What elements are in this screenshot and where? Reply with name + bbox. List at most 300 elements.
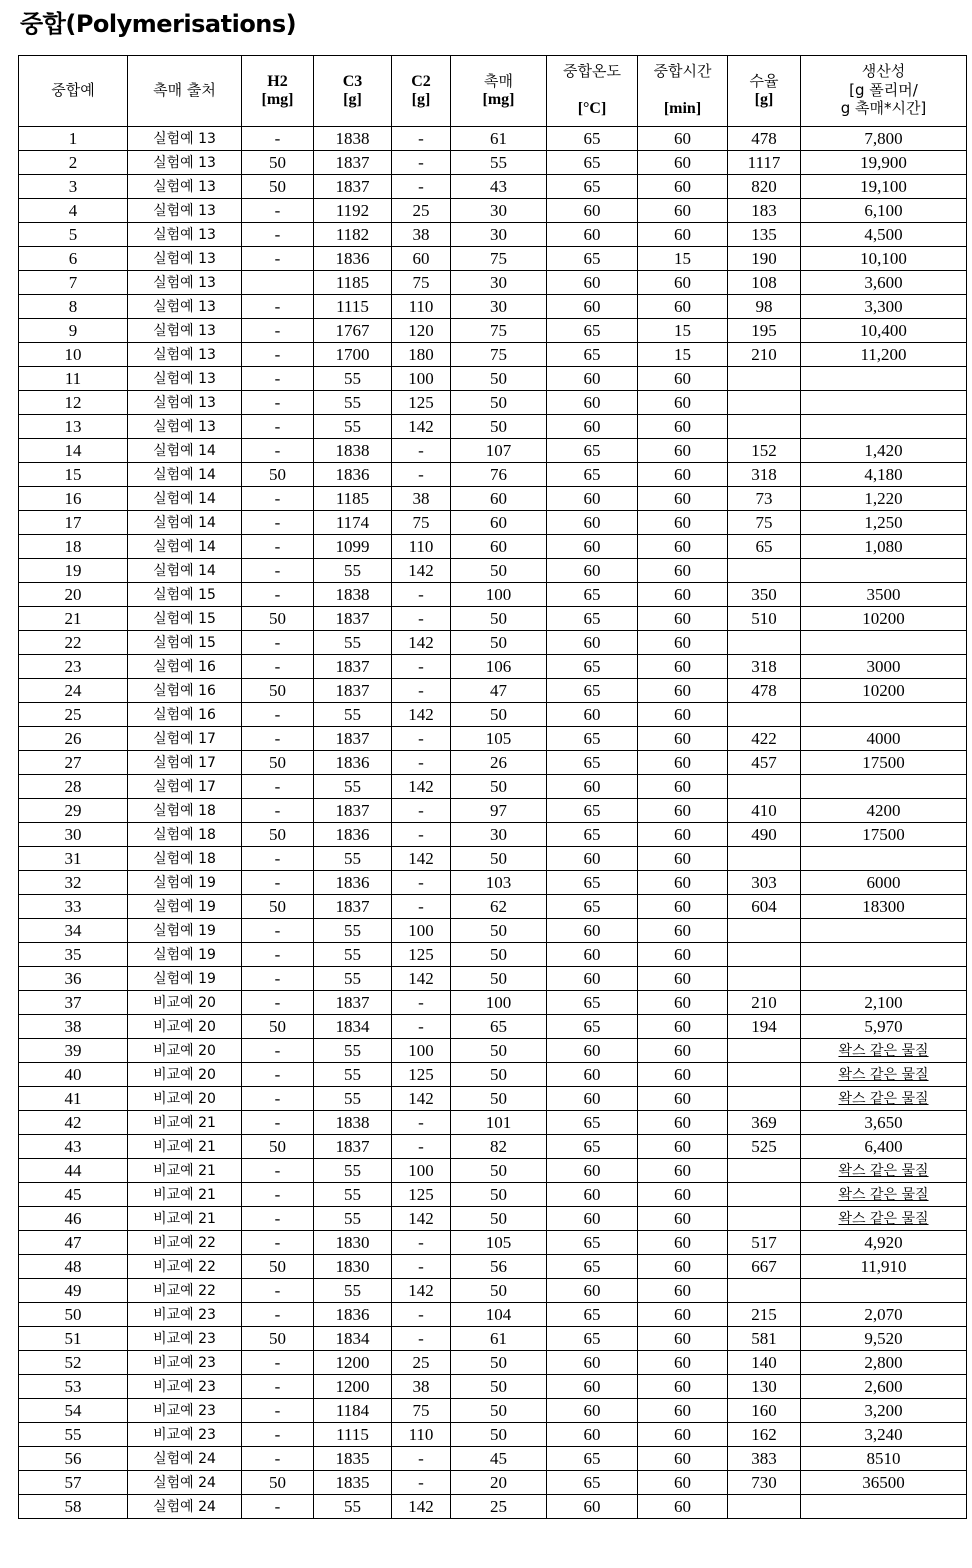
cell-temperature: 65 — [547, 727, 638, 751]
cell-catalyst-mg: 60 — [451, 535, 547, 559]
cell-productivity: 4200 — [801, 799, 967, 823]
cell-example-no: 1 — [19, 127, 128, 151]
cell-catalyst-source: 실험예 14 — [128, 439, 242, 463]
cell-time: 60 — [638, 511, 728, 535]
cell-catalyst-mg: 30 — [451, 199, 547, 223]
table-row — [19, 247, 967, 271]
cell-temperature: 60 — [547, 1207, 638, 1231]
cell-temperature: 65 — [547, 1327, 638, 1351]
cell-example-no: 56 — [19, 1447, 128, 1471]
cell-time: 60 — [638, 1207, 728, 1231]
cell-h2: - — [242, 535, 314, 559]
cell-temperature: 60 — [547, 487, 638, 511]
cell-yield — [728, 559, 801, 583]
cell-c2: 180 — [392, 343, 451, 367]
cell-c2: - — [392, 679, 451, 703]
cell-catalyst-mg: 60 — [451, 511, 547, 535]
cell-catalyst-source: 비교예 21 — [128, 1135, 242, 1159]
cell-catalyst-mg: 26 — [451, 751, 547, 775]
cell-h2: - — [242, 319, 314, 343]
cell-yield: 190 — [728, 247, 801, 271]
cell-productivity: 17500 — [801, 823, 967, 847]
cell-c2: 142 — [392, 1087, 451, 1111]
cell-yield: 422 — [728, 727, 801, 751]
cell-productivity: 왁스 같은 물질 — [801, 1159, 967, 1183]
cell-temperature: 65 — [547, 991, 638, 1015]
cell-c2: - — [392, 1471, 451, 1495]
cell-yield — [728, 703, 801, 727]
cell-h2: - — [242, 127, 314, 151]
cell-h2: - — [242, 775, 314, 799]
table-row — [19, 1111, 967, 1135]
table-row — [19, 391, 967, 415]
cell-time: 60 — [638, 1351, 728, 1375]
cell-time: 60 — [638, 1111, 728, 1135]
cell-c3: 1837 — [314, 1135, 392, 1159]
cell-example-no: 37 — [19, 991, 128, 1015]
cell-time: 60 — [638, 631, 728, 655]
cell-productivity: 18300 — [801, 895, 967, 919]
cell-catalyst-mg: 50 — [451, 1423, 547, 1447]
cell-temperature: 65 — [547, 655, 638, 679]
cell-example-no: 48 — [19, 1255, 128, 1279]
cell-h2: 50 — [242, 607, 314, 631]
cell-example-no: 5 — [19, 223, 128, 247]
cell-catalyst-mg: 20 — [451, 1471, 547, 1495]
cell-catalyst-source: 비교예 23 — [128, 1375, 242, 1399]
cell-catalyst-source: 실험예 13 — [128, 199, 242, 223]
cell-time: 60 — [638, 415, 728, 439]
cell-catalyst-source: 실험예 16 — [128, 655, 242, 679]
cell-temperature: 60 — [547, 1495, 638, 1519]
cell-yield: 160 — [728, 1399, 801, 1423]
cell-productivity: 왁스 같은 물질 — [801, 1207, 967, 1231]
table-row — [19, 1207, 967, 1231]
cell-catalyst-mg: 65 — [451, 1015, 547, 1039]
cell-catalyst-source: 실험예 13 — [128, 223, 242, 247]
cell-h2: 50 — [242, 1015, 314, 1039]
cell-h2: - — [242, 1279, 314, 1303]
cell-catalyst-mg: 47 — [451, 679, 547, 703]
table-row — [19, 1135, 967, 1159]
cell-example-no: 36 — [19, 967, 128, 991]
cell-time: 60 — [638, 823, 728, 847]
cell-temperature: 65 — [547, 799, 638, 823]
cell-c3: 55 — [314, 1279, 392, 1303]
cell-temperature: 65 — [547, 175, 638, 199]
cell-h2: - — [242, 1207, 314, 1231]
cell-time: 60 — [638, 703, 728, 727]
cell-time: 60 — [638, 1375, 728, 1399]
cell-time: 60 — [638, 1495, 728, 1519]
cell-example-no: 53 — [19, 1375, 128, 1399]
cell-temperature: 60 — [547, 943, 638, 967]
cell-temperature: 60 — [547, 295, 638, 319]
cell-catalyst-source: 비교예 21 — [128, 1111, 242, 1135]
cell-catalyst-mg: 30 — [451, 271, 547, 295]
cell-catalyst-mg: 25 — [451, 1495, 547, 1519]
cell-c2: 25 — [392, 1351, 451, 1375]
cell-productivity: 36500 — [801, 1471, 967, 1495]
cell-catalyst-source: 실험예 14 — [128, 559, 242, 583]
cell-yield: 162 — [728, 1423, 801, 1447]
cell-catalyst-source: 실험예 17 — [128, 751, 242, 775]
cell-c2: - — [392, 607, 451, 631]
cell-c2: 142 — [392, 631, 451, 655]
cell-productivity: 3,600 — [801, 271, 967, 295]
cell-temperature: 65 — [547, 871, 638, 895]
cell-h2: 50 — [242, 895, 314, 919]
cell-catalyst-mg: 50 — [451, 1183, 547, 1207]
cell-catalyst-source: 실험예 24 — [128, 1495, 242, 1519]
cell-h2: - — [242, 1231, 314, 1255]
cell-catalyst-mg: 97 — [451, 799, 547, 823]
table-row — [19, 1495, 967, 1519]
cell-productivity: 10,400 — [801, 319, 967, 343]
cell-example-no: 7 — [19, 271, 128, 295]
cell-temperature: 65 — [547, 1015, 638, 1039]
cell-temperature: 60 — [547, 415, 638, 439]
cell-h2: - — [242, 487, 314, 511]
cell-time: 60 — [638, 127, 728, 151]
cell-example-no: 31 — [19, 847, 128, 871]
cell-time: 60 — [638, 895, 728, 919]
cell-c3: 1115 — [314, 295, 392, 319]
cell-c2: 142 — [392, 775, 451, 799]
cell-example-no: 38 — [19, 1015, 128, 1039]
cell-yield — [728, 1495, 801, 1519]
cell-h2: - — [242, 415, 314, 439]
cell-example-no: 32 — [19, 871, 128, 895]
cell-temperature: 65 — [547, 751, 638, 775]
cell-c3: 1184 — [314, 1399, 392, 1423]
cell-c2: - — [392, 799, 451, 823]
cell-yield — [728, 775, 801, 799]
cell-catalyst-source: 비교예 23 — [128, 1303, 242, 1327]
cell-yield: 195 — [728, 319, 801, 343]
table-row — [19, 847, 967, 871]
cell-example-no: 12 — [19, 391, 128, 415]
col-header-c3: C3 [g] — [314, 56, 392, 127]
table-row — [19, 1183, 967, 1207]
cell-example-no: 57 — [19, 1471, 128, 1495]
cell-c3: 55 — [314, 703, 392, 727]
cell-catalyst-source: 실험예 14 — [128, 487, 242, 511]
cell-productivity: 1,220 — [801, 487, 967, 511]
cell-time: 60 — [638, 1399, 728, 1423]
cell-yield: 383 — [728, 1447, 801, 1471]
cell-time: 60 — [638, 1159, 728, 1183]
col-header-catalyst-source: 촉매 출처 — [128, 56, 242, 127]
cell-catalyst-source: 실험예 17 — [128, 775, 242, 799]
cell-catalyst-source: 실험예 13 — [128, 151, 242, 175]
cell-c3: 55 — [314, 1063, 392, 1087]
table-row — [19, 1399, 967, 1423]
cell-example-no: 52 — [19, 1351, 128, 1375]
cell-c2: 100 — [392, 367, 451, 391]
table-row — [19, 463, 967, 487]
cell-c3: 1838 — [314, 439, 392, 463]
cell-example-no: 26 — [19, 727, 128, 751]
cell-productivity: 7,800 — [801, 127, 967, 151]
cell-temperature: 65 — [547, 127, 638, 151]
cell-productivity: 6,400 — [801, 1135, 967, 1159]
cell-example-no: 24 — [19, 679, 128, 703]
cell-yield — [728, 391, 801, 415]
cell-time: 60 — [638, 1303, 728, 1327]
cell-c3: 1185 — [314, 271, 392, 295]
cell-c3: 1115 — [314, 1423, 392, 1447]
cell-c2: 100 — [392, 1039, 451, 1063]
cell-time: 60 — [638, 847, 728, 871]
cell-yield: 65 — [728, 535, 801, 559]
cell-productivity: 8510 — [801, 1447, 967, 1471]
table-row — [19, 1303, 967, 1327]
cell-yield — [728, 367, 801, 391]
cell-catalyst-mg: 56 — [451, 1255, 547, 1279]
table-row — [19, 799, 967, 823]
cell-c3: 1838 — [314, 127, 392, 151]
cell-h2: 50 — [242, 463, 314, 487]
cell-c2: 125 — [392, 1183, 451, 1207]
table-row — [19, 1351, 967, 1375]
table-row — [19, 583, 967, 607]
cell-c3: 55 — [314, 919, 392, 943]
cell-yield: 510 — [728, 607, 801, 631]
cell-catalyst-source: 비교예 22 — [128, 1231, 242, 1255]
cell-productivity: 2,800 — [801, 1351, 967, 1375]
cell-catalyst-source: 실험예 13 — [128, 127, 242, 151]
cell-temperature: 60 — [547, 1087, 638, 1111]
cell-productivity: 2,100 — [801, 991, 967, 1015]
cell-h2: - — [242, 391, 314, 415]
cell-catalyst-mg: 50 — [451, 607, 547, 631]
cell-temperature: 60 — [547, 535, 638, 559]
cell-example-no: 50 — [19, 1303, 128, 1327]
cell-h2: - — [242, 919, 314, 943]
cell-c3: 1830 — [314, 1231, 392, 1255]
cell-c2: 142 — [392, 1495, 451, 1519]
cell-c2: - — [392, 1447, 451, 1471]
cell-temperature: 65 — [547, 1231, 638, 1255]
cell-catalyst-mg: 50 — [451, 391, 547, 415]
table-row — [19, 991, 967, 1015]
cell-example-no: 13 — [19, 415, 128, 439]
cell-c3: 1837 — [314, 151, 392, 175]
cell-temperature: 60 — [547, 223, 638, 247]
cell-example-no: 25 — [19, 703, 128, 727]
cell-productivity — [801, 919, 967, 943]
table-row — [19, 487, 967, 511]
cell-temperature: 65 — [547, 1255, 638, 1279]
cell-yield: 525 — [728, 1135, 801, 1159]
cell-c3: 1836 — [314, 823, 392, 847]
cell-c3: 55 — [314, 559, 392, 583]
cell-catalyst-source: 비교예 21 — [128, 1183, 242, 1207]
cell-time: 60 — [638, 367, 728, 391]
cell-c2: 75 — [392, 511, 451, 535]
cell-yield — [728, 967, 801, 991]
cell-time: 60 — [638, 1015, 728, 1039]
cell-h2: - — [242, 703, 314, 727]
col-header-example: 중합예 — [19, 56, 128, 127]
cell-catalyst-mg: 30 — [451, 223, 547, 247]
cell-c2: 110 — [392, 295, 451, 319]
cell-yield: 730 — [728, 1471, 801, 1495]
cell-productivity: 1,080 — [801, 535, 967, 559]
cell-catalyst-source: 비교예 23 — [128, 1423, 242, 1447]
cell-productivity: 3000 — [801, 655, 967, 679]
cell-example-no: 33 — [19, 895, 128, 919]
cell-catalyst-source: 실험예 19 — [128, 967, 242, 991]
cell-catalyst-source: 실험예 24 — [128, 1447, 242, 1471]
table-row — [19, 1471, 967, 1495]
cell-c2: 125 — [392, 391, 451, 415]
cell-temperature: 65 — [547, 583, 638, 607]
cell-yield — [728, 1063, 801, 1087]
cell-temperature: 60 — [547, 391, 638, 415]
cell-c2: - — [392, 1231, 451, 1255]
cell-example-no: 21 — [19, 607, 128, 631]
cell-c3: 1185 — [314, 487, 392, 511]
cell-temperature: 60 — [547, 1063, 638, 1087]
cell-example-no: 9 — [19, 319, 128, 343]
cell-productivity: 3,300 — [801, 295, 967, 319]
cell-c3: 1836 — [314, 1303, 392, 1327]
cell-catalyst-mg: 50 — [451, 1207, 547, 1231]
cell-example-no: 49 — [19, 1279, 128, 1303]
cell-time: 60 — [638, 991, 728, 1015]
cell-productivity: 4,180 — [801, 463, 967, 487]
cell-h2: - — [242, 1039, 314, 1063]
cell-catalyst-source: 비교예 20 — [128, 1063, 242, 1087]
cell-c2: 100 — [392, 1159, 451, 1183]
cell-yield — [728, 1087, 801, 1111]
cell-yield — [728, 1279, 801, 1303]
cell-catalyst-source: 실험예 13 — [128, 271, 242, 295]
cell-catalyst-mg: 106 — [451, 655, 547, 679]
cell-temperature: 65 — [547, 1303, 638, 1327]
cell-temperature: 60 — [547, 1279, 638, 1303]
table-row — [19, 1087, 967, 1111]
cell-catalyst-source: 실험예 14 — [128, 535, 242, 559]
cell-c3: 1835 — [314, 1447, 392, 1471]
cell-catalyst-source: 실험예 15 — [128, 583, 242, 607]
cell-c2: 60 — [392, 247, 451, 271]
cell-catalyst-mg: 100 — [451, 583, 547, 607]
cell-c3: 55 — [314, 391, 392, 415]
table-row — [19, 415, 967, 439]
cell-yield: 303 — [728, 871, 801, 895]
cell-h2: 50 — [242, 1255, 314, 1279]
cell-catalyst-mg: 75 — [451, 343, 547, 367]
cell-c2: - — [392, 1255, 451, 1279]
cell-example-no: 11 — [19, 367, 128, 391]
table-row — [19, 1375, 967, 1399]
cell-temperature: 60 — [547, 703, 638, 727]
col-header-time: 중합시간 [min] — [638, 56, 728, 127]
cell-catalyst-mg: 50 — [451, 847, 547, 871]
cell-catalyst-source: 실험예 13 — [128, 295, 242, 319]
cell-h2: - — [242, 991, 314, 1015]
cell-time: 60 — [638, 655, 728, 679]
cell-time: 60 — [638, 1255, 728, 1279]
cell-yield: 369 — [728, 1111, 801, 1135]
cell-catalyst-source: 실험예 24 — [128, 1471, 242, 1495]
cell-c2: - — [392, 1327, 451, 1351]
cell-catalyst-mg: 50 — [451, 1159, 547, 1183]
cell-catalyst-source: 실험예 19 — [128, 871, 242, 895]
cell-productivity: 왁스 같은 물질 — [801, 1063, 967, 1087]
cell-c2: 125 — [392, 1063, 451, 1087]
cell-c2: 142 — [392, 415, 451, 439]
cell-example-no: 40 — [19, 1063, 128, 1087]
cell-catalyst-mg: 50 — [451, 1279, 547, 1303]
cell-productivity: 4,500 — [801, 223, 967, 247]
cell-c2: 110 — [392, 535, 451, 559]
cell-h2: 50 — [242, 1135, 314, 1159]
cell-h2: 50 — [242, 751, 314, 775]
cell-time: 60 — [638, 1327, 728, 1351]
cell-catalyst-source: 비교예 21 — [128, 1207, 242, 1231]
cell-catalyst-source: 비교예 20 — [128, 991, 242, 1015]
cell-c2: 38 — [392, 223, 451, 247]
cell-temperature: 65 — [547, 823, 638, 847]
cell-catalyst-source: 비교예 21 — [128, 1159, 242, 1183]
cell-c2: 142 — [392, 559, 451, 583]
cell-time: 60 — [638, 223, 728, 247]
cell-yield: 108 — [728, 271, 801, 295]
cell-h2: - — [242, 1399, 314, 1423]
cell-productivity: 3,650 — [801, 1111, 967, 1135]
cell-yield: 183 — [728, 199, 801, 223]
cell-temperature: 65 — [547, 679, 638, 703]
cell-temperature: 60 — [547, 367, 638, 391]
cell-time: 60 — [638, 679, 728, 703]
cell-catalyst-source: 실험예 15 — [128, 607, 242, 631]
table-row — [19, 1039, 967, 1063]
cell-catalyst-mg: 75 — [451, 247, 547, 271]
cell-productivity: 4000 — [801, 727, 967, 751]
table-row — [19, 1279, 967, 1303]
cell-c2: - — [392, 151, 451, 175]
table-row — [19, 1423, 967, 1447]
cell-temperature: 60 — [547, 967, 638, 991]
cell-c3: 1837 — [314, 655, 392, 679]
cell-yield — [728, 631, 801, 655]
cell-example-no: 2 — [19, 151, 128, 175]
cell-catalyst-mg: 50 — [451, 1063, 547, 1087]
table-row — [19, 919, 967, 943]
cell-example-no: 29 — [19, 799, 128, 823]
cell-time: 60 — [638, 751, 728, 775]
cell-temperature: 60 — [547, 271, 638, 295]
cell-c3: 1182 — [314, 223, 392, 247]
page-title: 중합(Polymerisations) — [20, 4, 296, 39]
cell-c3: 55 — [314, 1087, 392, 1111]
table-row — [19, 775, 967, 799]
cell-c2: - — [392, 175, 451, 199]
cell-h2: - — [242, 1351, 314, 1375]
cell-c3: 55 — [314, 943, 392, 967]
table-row — [19, 1063, 967, 1087]
cell-c2: - — [392, 463, 451, 487]
table-row — [19, 175, 967, 199]
cell-c3: 1836 — [314, 247, 392, 271]
cell-time: 60 — [638, 1087, 728, 1111]
cell-c2: 110 — [392, 1423, 451, 1447]
cell-c3: 1835 — [314, 1471, 392, 1495]
